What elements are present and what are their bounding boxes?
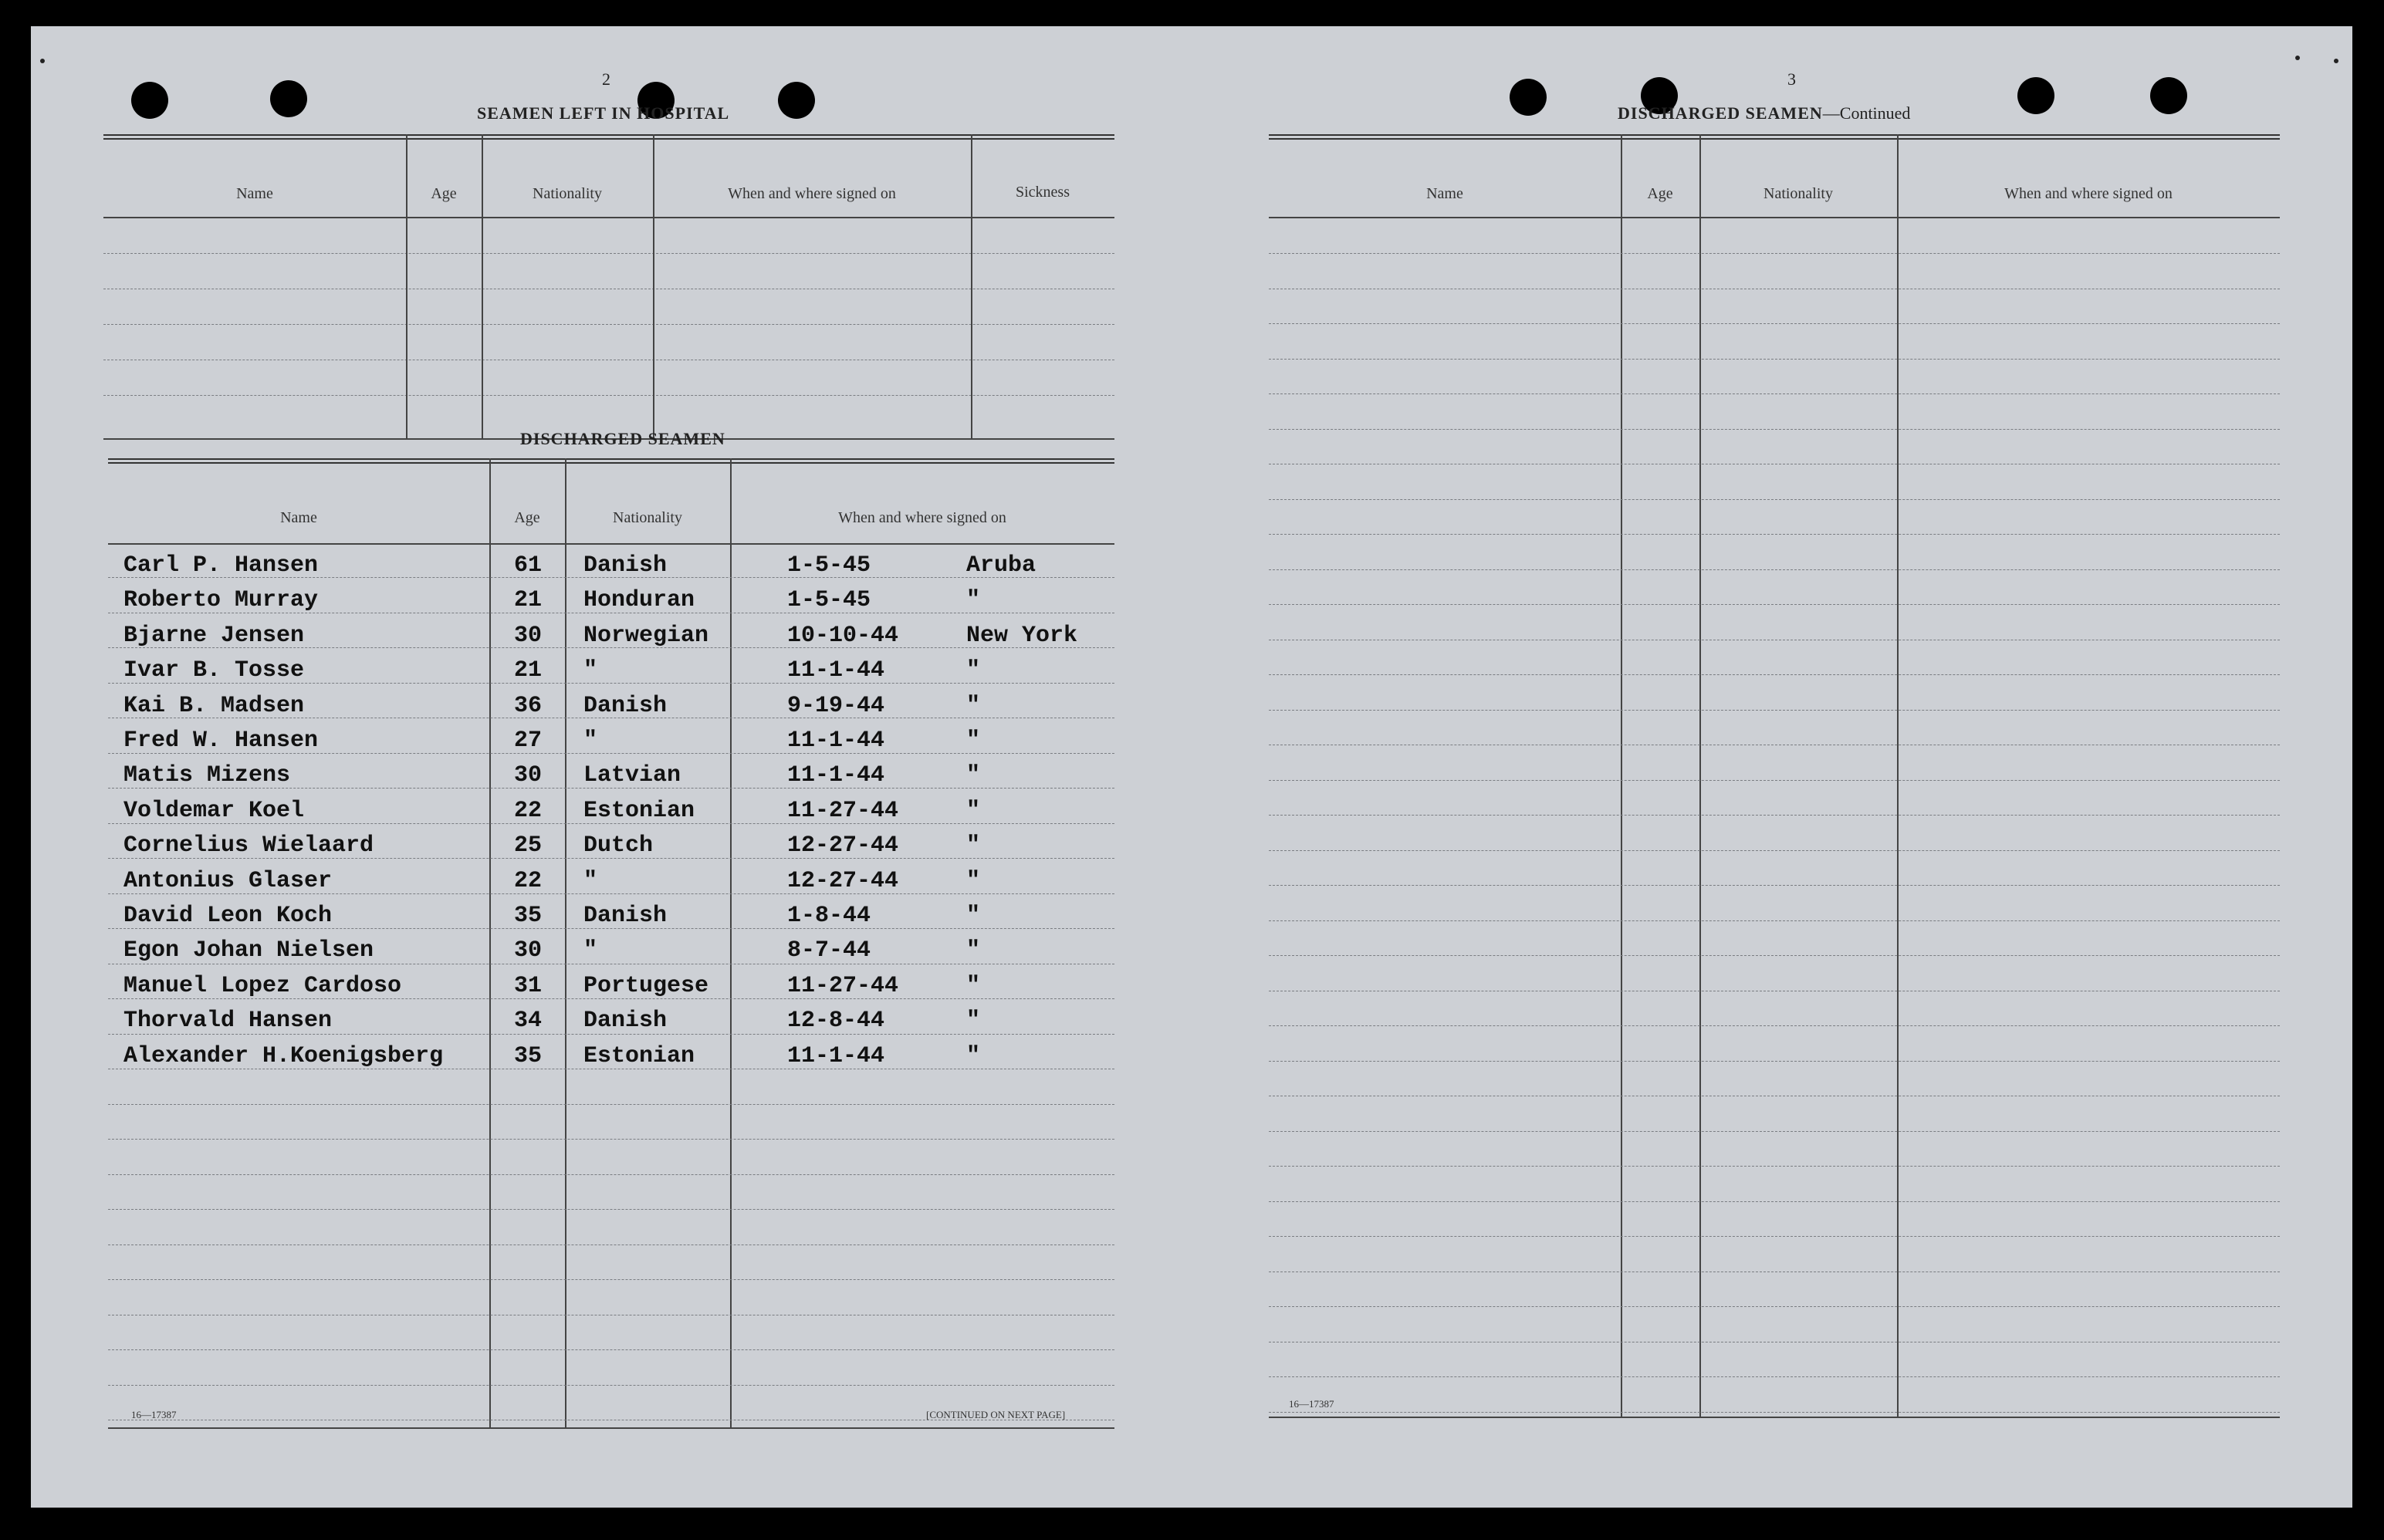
cell-name: Thorvald Hansen [123, 1008, 333, 1035]
cell-nationality: Honduran [583, 587, 695, 614]
row-rule [108, 1349, 1114, 1350]
row-rule [108, 1244, 1114, 1245]
cell-date: 11-27-44 [787, 972, 899, 999]
cell-date: 11-1-44 [787, 657, 885, 684]
cell-place: Aruba [966, 552, 1036, 579]
cell-place: " [966, 692, 981, 719]
cell-name: Matis Mizens [123, 762, 291, 789]
speck [40, 59, 45, 63]
cell-name: Manuel Lopez Cardoso [123, 972, 402, 999]
table-row [108, 583, 1114, 616]
table-row [108, 933, 1114, 967]
cell-place: " [966, 937, 981, 964]
row-rule [1269, 499, 2280, 500]
table-row [108, 828, 1114, 862]
column-header-nationality: Nationality [533, 185, 602, 202]
row-rule [1269, 1201, 2280, 1202]
cell-nationality: " [583, 867, 598, 894]
cell-name: Voldemar Koel [123, 797, 305, 824]
row-rule [1269, 569, 2280, 570]
cell-nationality: Estonian [583, 1042, 695, 1069]
row-rule [1269, 253, 2280, 254]
cell-date: 11-1-44 [787, 1042, 885, 1069]
page-number: 2 [602, 69, 610, 89]
discharged-section-title: DISCHARGED SEAMEN [520, 429, 725, 448]
table-row [108, 688, 1114, 722]
cell-nationality: Portugese [583, 972, 709, 999]
table-row [108, 793, 1114, 827]
cell-date: 1-8-44 [787, 903, 871, 929]
row-rule [1269, 1025, 2280, 1026]
row-rule [1269, 1061, 2280, 1062]
speck [2334, 59, 2338, 63]
column-header-signed-on: When and where signed on [838, 509, 1006, 526]
row-rule [108, 1279, 1114, 1280]
column-header-name: Name [1426, 185, 1463, 202]
cell-name: Roberto Murray [123, 587, 319, 614]
row-rule [108, 1139, 1114, 1140]
cell-place: " [966, 832, 981, 859]
cell-age: 30 [514, 937, 543, 964]
row-rule [1269, 604, 2280, 605]
row-rule [1269, 393, 2280, 394]
cell-date: 12-27-44 [787, 867, 899, 894]
cell-place: " [966, 762, 981, 789]
form-number: 16—17387 [131, 1409, 177, 1420]
row-rule [108, 1104, 1114, 1105]
cell-date: 1-5-45 [787, 552, 871, 579]
row-rule [1269, 1131, 2280, 1132]
column-header-name: Name [280, 509, 317, 526]
hospital-table [103, 134, 1114, 441]
column-header-sickness: Sickness [1016, 184, 1070, 201]
column-header-nationality: Nationality [1763, 185, 1833, 202]
continued-note: [CONTINUED ON NEXT PAGE] [926, 1409, 1066, 1420]
cell-age: 35 [514, 903, 543, 929]
cell-name: Kai B. Madsen [123, 692, 305, 719]
column-header-signed-on: When and where signed on [2004, 185, 2173, 202]
table-row [108, 898, 1114, 932]
discharged-continued-table [1269, 134, 2280, 1420]
document-sheet [31, 26, 2352, 1508]
cell-name: David Leon Koch [123, 903, 333, 929]
table-row [108, 758, 1114, 792]
speck [2295, 56, 2300, 60]
cell-age: 21 [514, 587, 543, 614]
column-header-signed-on: When and where signed on [728, 185, 896, 202]
cell-nationality: Dutch [583, 832, 654, 859]
cell-name: Alexander H.Koenigsberg [123, 1042, 444, 1069]
cell-age: 30 [514, 622, 543, 649]
cell-name: Carl P. Hansen [123, 552, 319, 579]
cell-date: 11-1-44 [787, 728, 885, 754]
punch-hole [1510, 79, 1547, 116]
cell-place: " [966, 657, 981, 684]
page-number: 3 [1787, 69, 1796, 89]
column-header-name: Name [236, 185, 273, 202]
table-row [108, 618, 1114, 652]
punch-hole [131, 82, 168, 119]
cell-age: 22 [514, 867, 543, 894]
punch-hole [270, 80, 307, 117]
cell-nationality: " [583, 728, 598, 754]
table-row [108, 653, 1114, 687]
cell-nationality: Norwegian [583, 622, 709, 649]
row-rule [1269, 1166, 2280, 1167]
cell-name: Fred W. Hansen [123, 728, 319, 754]
cell-name: Cornelius Wielaard [123, 832, 374, 859]
table-row [108, 968, 1114, 1002]
table-row [108, 863, 1114, 897]
row-rule [1269, 1412, 2280, 1413]
cell-nationality: Danish [583, 552, 668, 579]
row-rule [1269, 1236, 2280, 1237]
cell-place: New York [966, 622, 1078, 649]
row-rule [108, 1174, 1114, 1175]
cell-name: Bjarne Jensen [123, 622, 305, 649]
cell-age: 61 [514, 552, 543, 579]
table-row [108, 1003, 1114, 1037]
cell-age: 31 [514, 972, 543, 999]
cell-age: 27 [514, 728, 543, 754]
table-row [108, 548, 1114, 582]
row-rule [1269, 429, 2280, 430]
row-rule [1269, 850, 2280, 851]
cell-age: 30 [514, 762, 543, 789]
discharged-table [108, 458, 1114, 1434]
column-header-nationality: Nationality [613, 509, 682, 526]
cell-age: 21 [514, 657, 543, 684]
cell-place: " [966, 587, 981, 614]
cell-place: " [966, 972, 981, 999]
row-rule [1269, 359, 2280, 360]
cell-nationality: Estonian [583, 797, 695, 824]
title-suffix: —Continued [1822, 103, 1911, 123]
row-rule [1269, 534, 2280, 535]
column-header-age: Age [1647, 185, 1673, 202]
cell-date: 11-27-44 [787, 797, 899, 824]
row-rule [1269, 780, 2280, 781]
cell-place: " [966, 1042, 981, 1069]
punch-hole [2150, 77, 2187, 114]
cell-nationality: Latvian [583, 762, 681, 789]
cell-age: 36 [514, 692, 543, 719]
cell-name: Egon Johan Nielsen [123, 937, 374, 964]
cell-nationality: Danish [583, 903, 668, 929]
hospital-section-title: SEAMEN LEFT IN HOSPITAL [477, 103, 730, 123]
table-row [108, 723, 1114, 757]
cell-date: 12-27-44 [787, 832, 899, 859]
row-rule [1269, 674, 2280, 675]
cell-place: " [966, 797, 981, 824]
row-rule [108, 1385, 1114, 1386]
row-rule [1269, 955, 2280, 956]
cell-date: 12-8-44 [787, 1008, 885, 1035]
cell-name: Ivar B. Tosse [123, 657, 305, 684]
cell-place: " [966, 867, 981, 894]
cell-nationality: Danish [583, 692, 668, 719]
row-rule [1269, 1306, 2280, 1307]
form-number: 16—17387 [1289, 1398, 1334, 1410]
cell-date: 11-1-44 [787, 762, 885, 789]
cell-nationality: " [583, 657, 598, 684]
row-rule [1269, 1376, 2280, 1377]
cell-age: 35 [514, 1042, 543, 1069]
cell-date: 8-7-44 [787, 937, 871, 964]
cell-age: 34 [514, 1008, 543, 1035]
row-rule [1269, 323, 2280, 324]
cell-place: " [966, 728, 981, 754]
row-rule [108, 1209, 1114, 1210]
column-header-age: Age [431, 185, 457, 202]
punch-hole [2017, 77, 2054, 114]
cell-date: 10-10-44 [787, 622, 899, 649]
cell-age: 25 [514, 832, 543, 859]
punch-hole [778, 82, 815, 119]
cell-date: 1-5-45 [787, 587, 871, 614]
row-rule [1269, 710, 2280, 711]
cell-date: 9-19-44 [787, 692, 885, 719]
row-rule [1269, 815, 2280, 816]
table-row [108, 1038, 1114, 1072]
column-header-age: Age [514, 509, 540, 526]
row-rule [1269, 885, 2280, 886]
cell-nationality: " [583, 937, 598, 964]
title-main: DISCHARGED SEAMEN [1618, 103, 1823, 123]
cell-place: " [966, 903, 981, 929]
cell-place: " [966, 1008, 981, 1035]
cell-nationality: Danish [583, 1008, 668, 1035]
cell-name: Antonius Glaser [123, 867, 333, 894]
right-section-title [1618, 103, 1910, 123]
cell-age: 22 [514, 797, 543, 824]
row-rule [1269, 920, 2280, 921]
